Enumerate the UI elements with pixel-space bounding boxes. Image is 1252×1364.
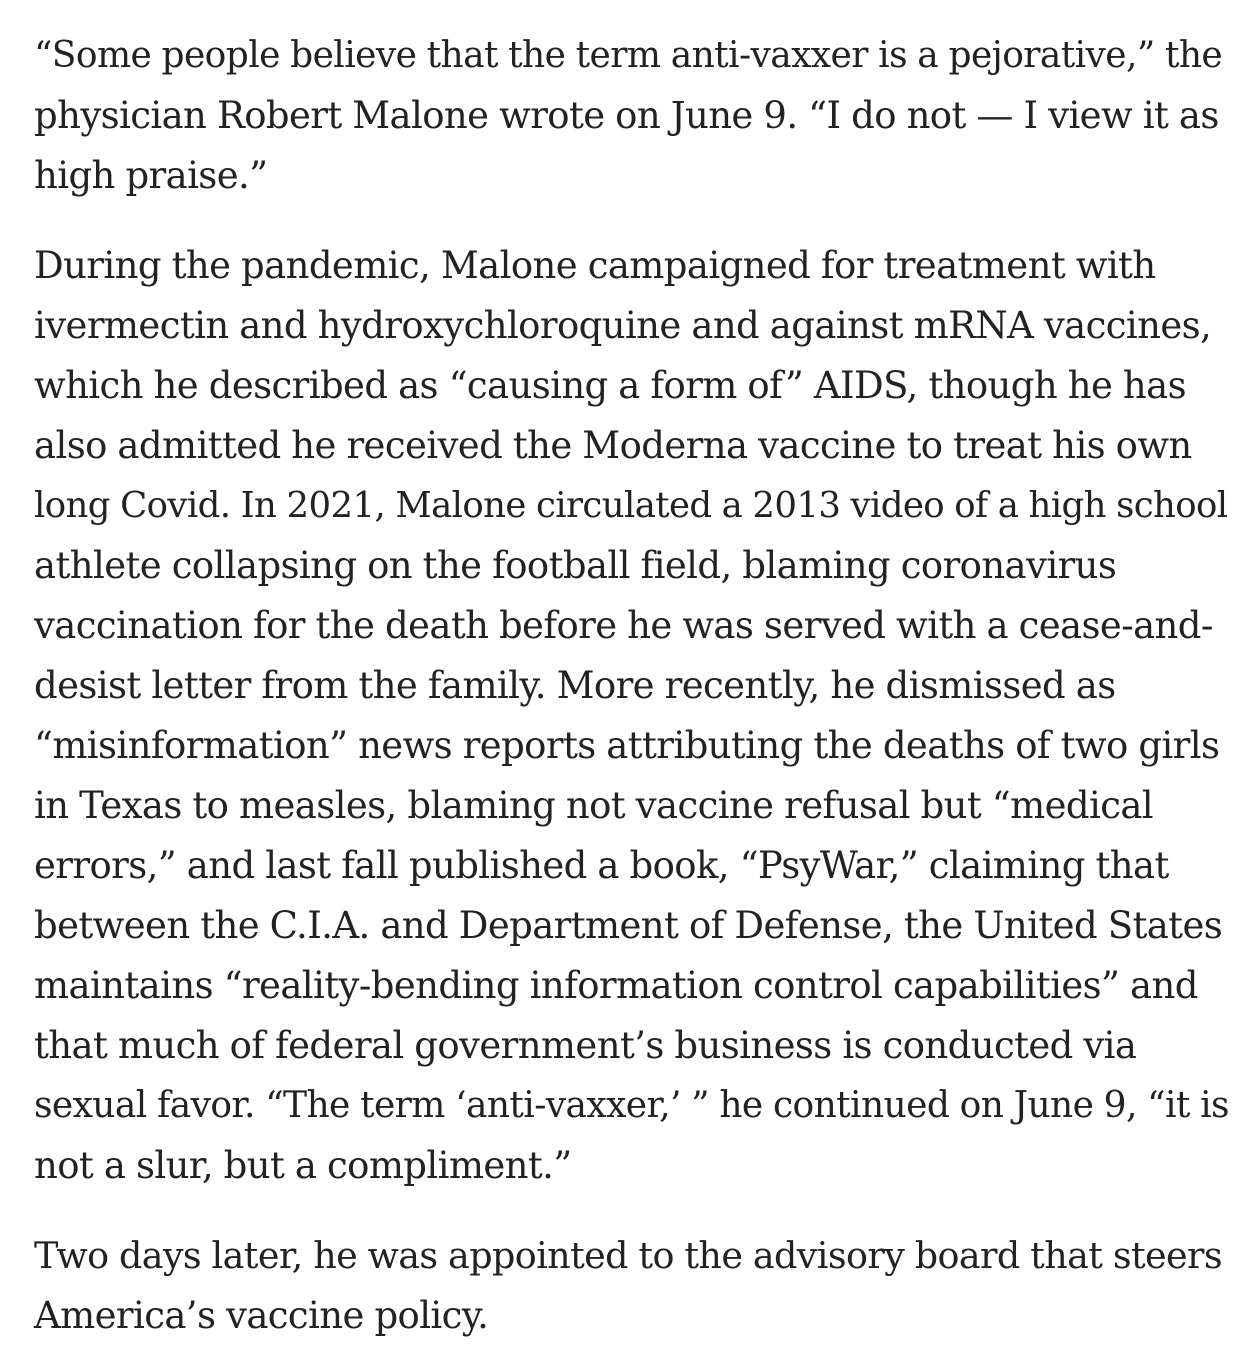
text-line: also admitted he received the Moderna vaccine to treat his own	[34, 424, 1192, 467]
text-line: Two days later, he was appointed to the advisory board that steers	[34, 1234, 1223, 1277]
text-line: maintains “reality-bending information control capabilities” and	[34, 964, 1198, 1007]
paragraph-1	[34, 26, 1232, 206]
text-line: errors,” and last fall published a book, “PsyWar,” claiming that	[34, 844, 1169, 887]
text-line: long Covid. In 2021, Malone circulated a 2013 video of a high school	[34, 485, 1228, 526]
paragraph-2	[34, 236, 1232, 1196]
text-line: “Some people believe that the term anti-vaxxer is a pejorative,” the	[34, 35, 1223, 76]
text-line: ivermectin and hydroxychloroquine and against mRNA vaccines,	[34, 304, 1212, 347]
text-line: sexual favor. “The term ‘anti-vaxxer,’ ” he continued on June 9, “it is	[34, 1085, 1229, 1126]
text-line: vaccination for the death before he was served with a cease-and-	[34, 604, 1213, 647]
paragraph-3	[34, 1226, 1232, 1346]
text-line: desist letter from the family. More recently, he dismissed as	[34, 664, 1116, 707]
text-line: between the C.I.A. and Department of Defense, the United States	[34, 904, 1223, 947]
text-line: not a slur, but a compliment.”	[34, 1144, 572, 1187]
text-line: America’s vaccine policy.	[34, 1294, 489, 1337]
text-line: During the pandemic, Malone campaigned for treatment with	[34, 244, 1156, 287]
text-line: in Texas to measles, blaming not vaccine refusal but “medical	[34, 784, 1154, 827]
text-line: physician Robert Malone wrote on June 9. “I do not — I view it as	[34, 94, 1219, 137]
text-line: that much of federal government’s business is conducted via	[34, 1024, 1137, 1067]
text-line: high praise.”	[34, 154, 268, 197]
text-line: “misinformation” news reports attributing the deaths of two girls	[34, 724, 1220, 767]
text-line: which he described as “causing a form of” AIDS, though he has	[34, 364, 1186, 407]
text-line: athlete collapsing on the football field, blaming coronavirus	[34, 544, 1117, 587]
